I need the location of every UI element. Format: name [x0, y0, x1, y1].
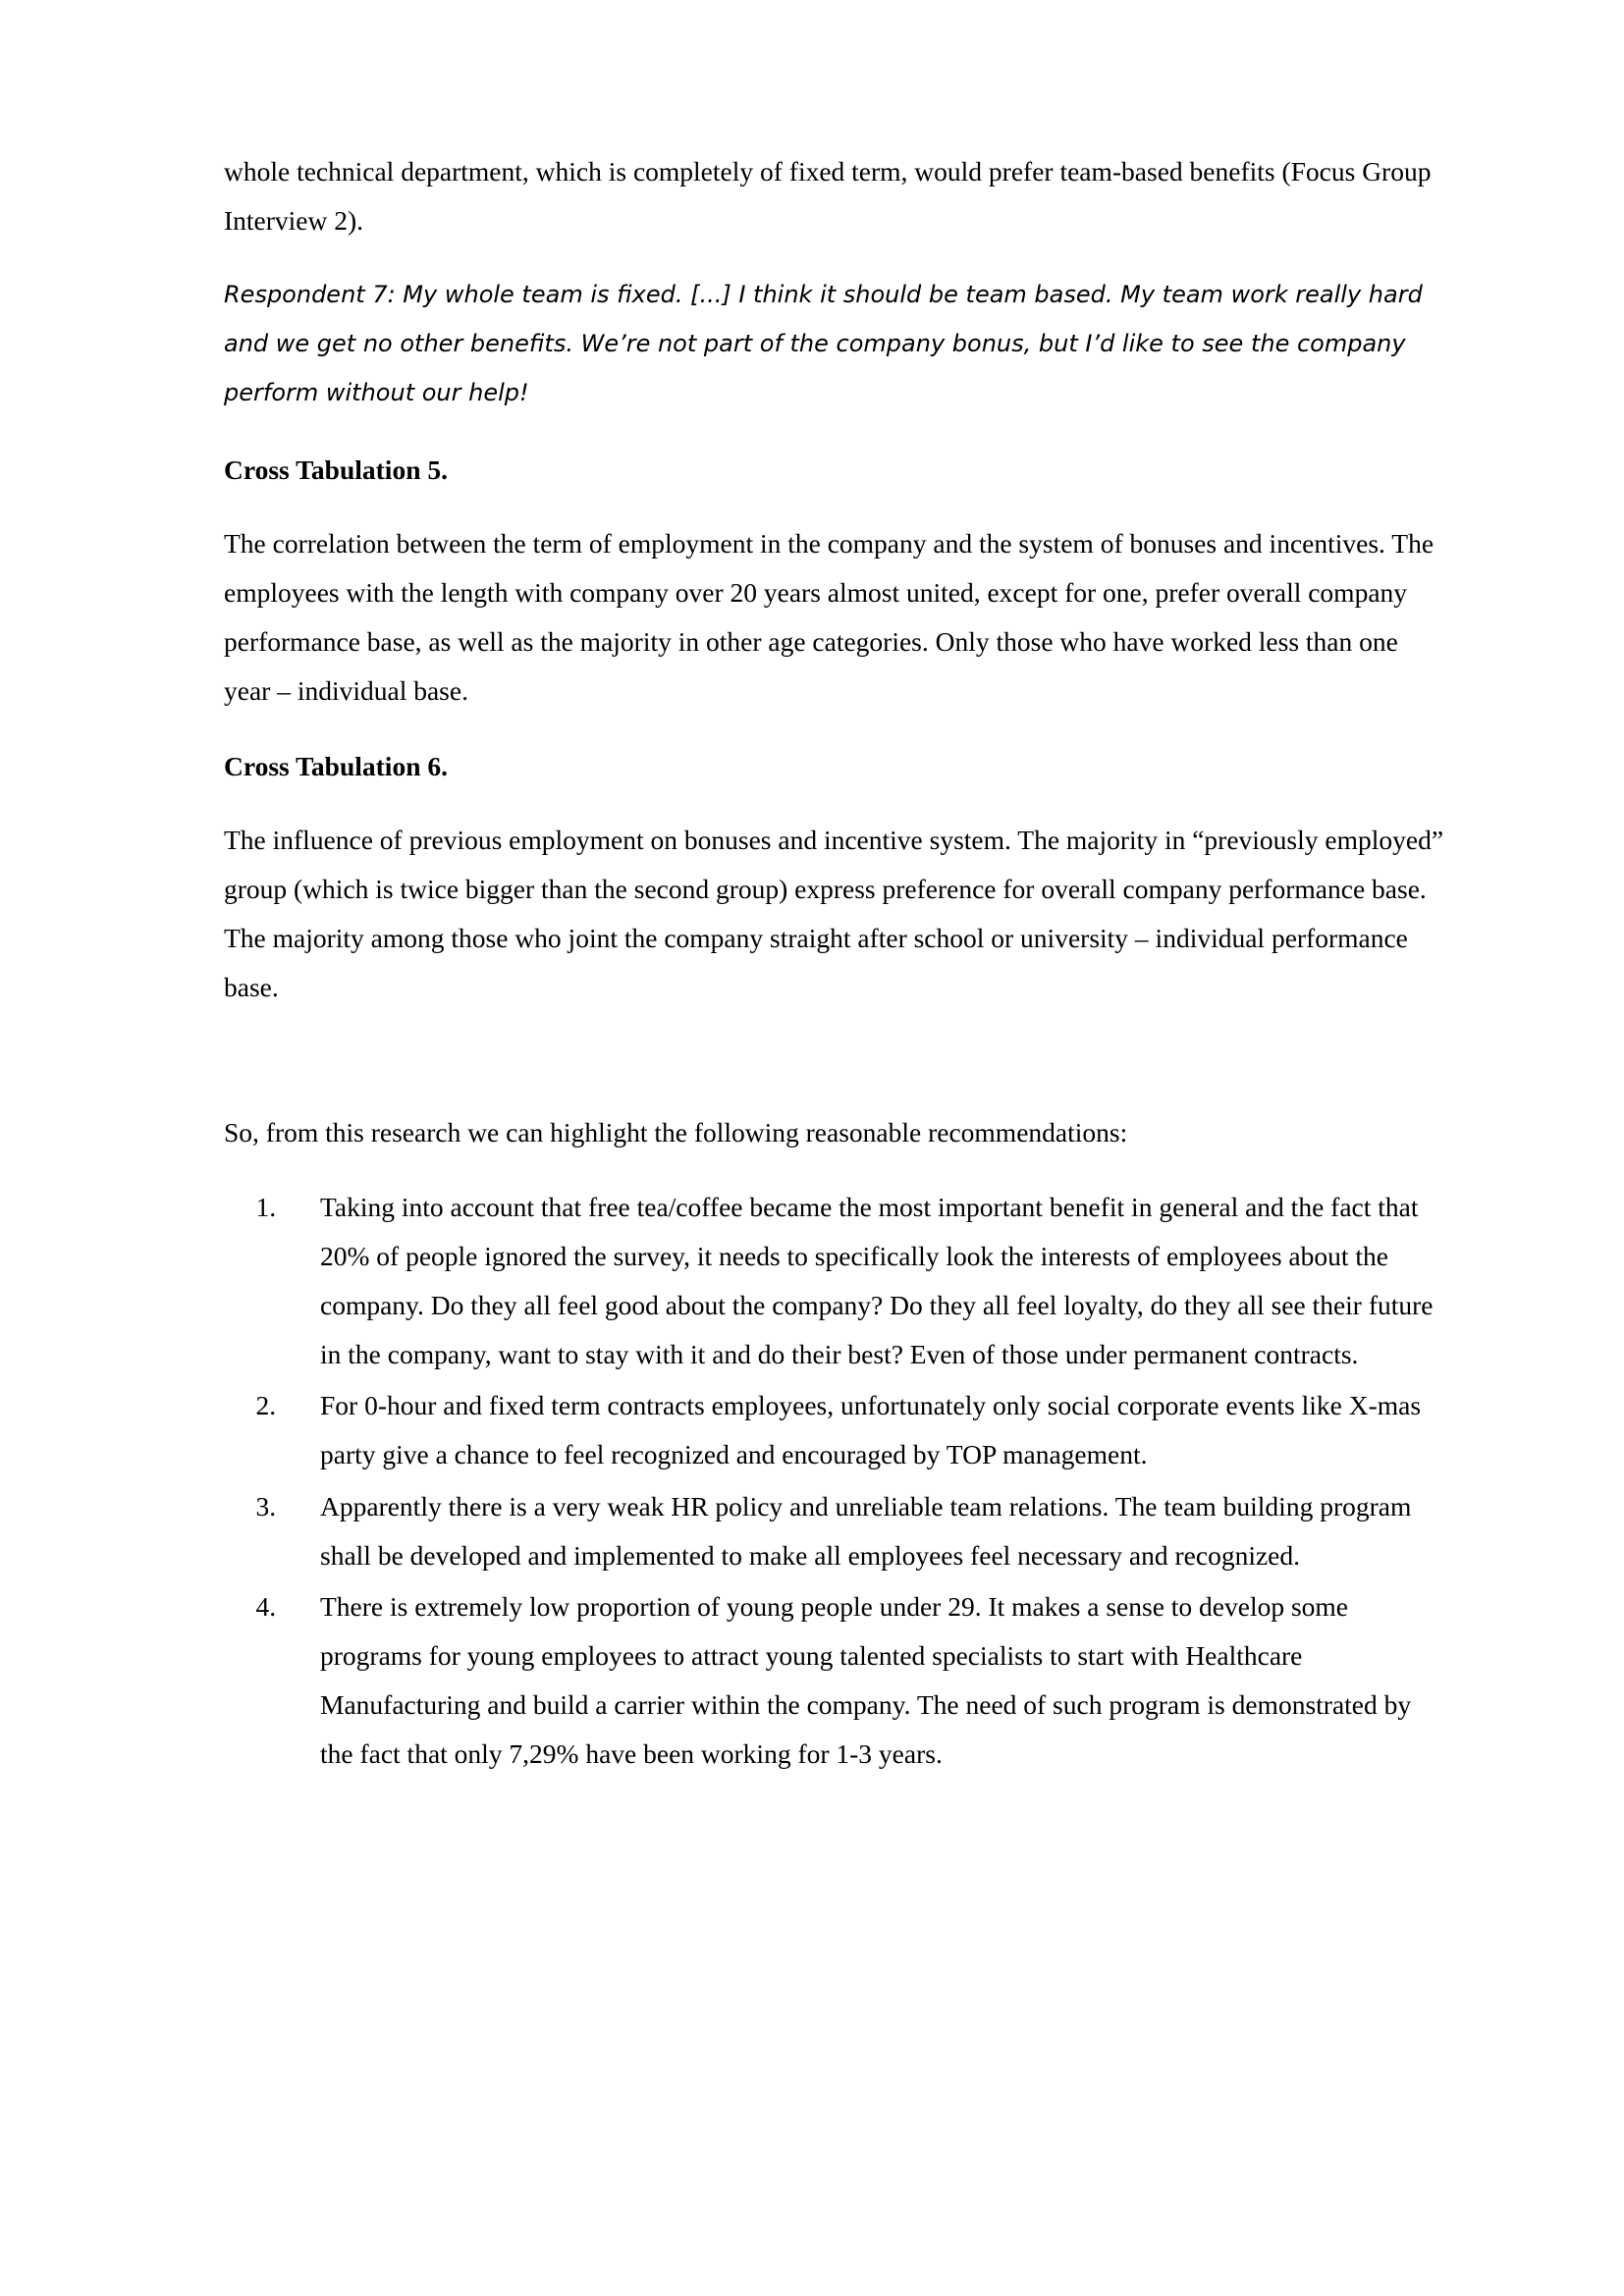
- list-item: [283, 1482, 1449, 1580]
- respondent-quote: Respondent 7: My whole team is fixed. [...] I think it should be team based. My team work really hard and we get no other benefits. We’re not part of the company bonus, but I’d like to see the company perform without our help!: [224, 281, 1423, 406]
- paragraph-recommendations-intro: So, from this research we can highlight the following reasonable recommendations:: [224, 1117, 1128, 1148]
- section-spacer: [224, 1038, 1449, 1108]
- paragraph-cross-tabulation-6: The influence of previous employment on bonuses and incentive system. The majority in “previously employed” group (which is twice bigger than the second group) express preference for overall company performance base. The majority among those who joint the company straight after school or university – individual performance base.: [224, 825, 1444, 1003]
- paragraph-intro: whole technical department, which is completely of fixed term, would prefer team-based benefits (Focus Group Interview 2).: [224, 156, 1432, 237]
- list-item: [283, 1381, 1449, 1479]
- list-item-text: Apparently there is a very weak HR policy and unreliable team relations. The team building program shall be developed and implemented to make all employees feel necessary and recognized.: [320, 1490, 1412, 1571]
- heading-cross-tabulation-5: Cross Tabulation 5.: [224, 454, 448, 485]
- list-item-text: Taking into account that free tea/coffee became the most important benefit in general and the fact that 20% of people ignored the survey, it needs to specifically look the interests of employees about the company. Do they all feel good about the company? Do they all feel loyalty, do they all see their future in the company, want to stay with it and do their best? Even of those under permanent contracts.: [320, 1192, 1434, 1370]
- list-item: [283, 1582, 1449, 1779]
- heading-cross-tabulation-6: Cross Tabulation 6.: [224, 750, 448, 781]
- recommendations-list: [224, 1183, 1449, 1779]
- list-item-text: For 0-hour and fixed term contracts employees, unfortunately only social corporate events like X-mas party give a chance to feel recognized and encouraged by TOP management.: [320, 1390, 1422, 1470]
- list-item: [283, 1183, 1449, 1379]
- list-item-text: There is extremely low proportion of young people under 29. It makes a sense to develop some programs for young employees to attract young talented specialists to start with Healthcare Manufacturing and build a carrier within the company. The need of such program is demonstrated by the fact that only 7,29% have been working for 1-3 years.: [320, 1590, 1412, 1769]
- paragraph-cross-tabulation-5: The correlation between the term of employment in the company and the system of bonuses and incentives. The employees with the length with company over 20 years almost united, except for one, prefer overall company performance base, as well as the majority in other age categories. Only those who have worked less than one year – individual base.: [224, 528, 1435, 707]
